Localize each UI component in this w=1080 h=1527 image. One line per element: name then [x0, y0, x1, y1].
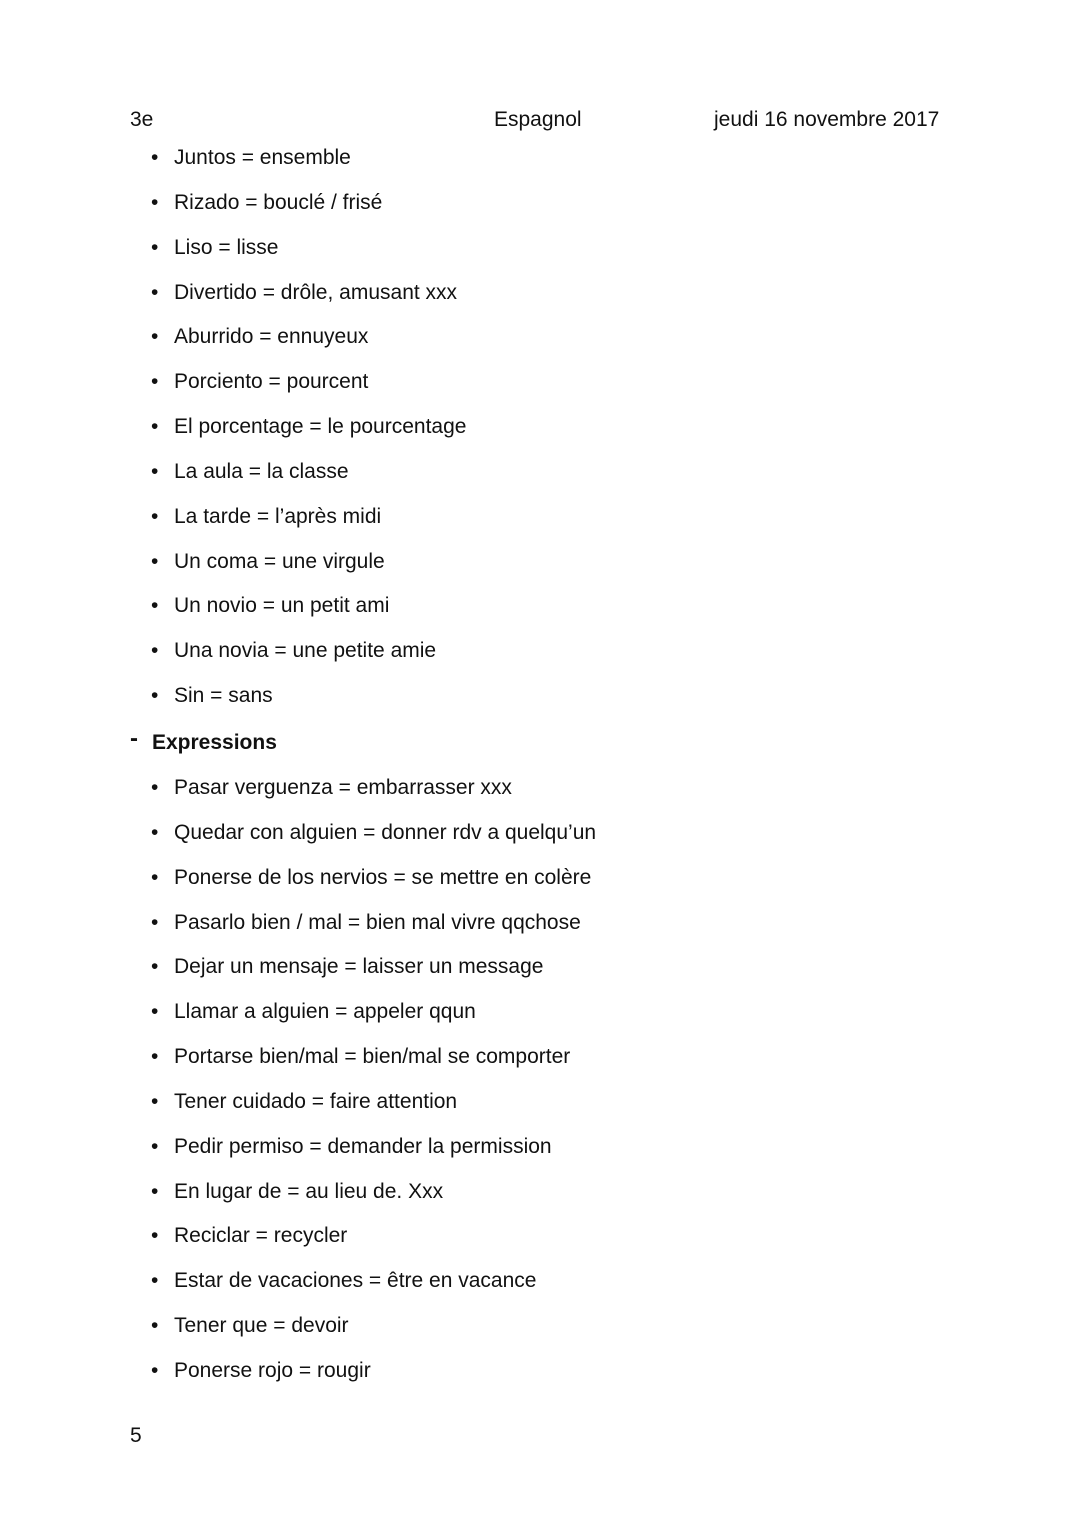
list-item-text: La aula = la classe — [174, 459, 349, 483]
bullet-icon: • — [151, 1000, 159, 1024]
list-item-text: Llamar a alguien = appeler qqun — [174, 1000, 476, 1024]
list-item-text: Pasarlo bien / mal = bien mal vivre qqchose — [174, 910, 581, 934]
list-item — [0, 953, 1080, 998]
bullet-icon: • — [151, 1314, 159, 1338]
list-item-text: Un novio = un petit ami — [174, 594, 390, 618]
list-item — [0, 637, 1080, 682]
header-grade: 3e — [130, 108, 154, 131]
bullet-icon: • — [151, 1179, 159, 1203]
bullet-icon: • — [151, 776, 159, 799]
list-item — [0, 279, 1080, 324]
list-item-text: Pasar verguenza = embarrasser xxx — [174, 776, 512, 799]
bullet-icon: • — [151, 910, 159, 934]
bullet-icon: • — [151, 325, 159, 349]
list-item — [0, 144, 1080, 189]
list-item — [0, 234, 1080, 279]
list-item — [0, 592, 1080, 637]
bullet-icon: • — [151, 820, 159, 844]
bullet-icon: • — [151, 415, 159, 439]
list-item-text: Divertido = drôle, amusant xxx — [174, 280, 458, 304]
list-item — [0, 458, 1080, 503]
bullet-icon: • — [151, 684, 159, 708]
list-item-text: Tener que = devoir — [174, 1314, 349, 1338]
list-item — [0, 1178, 1080, 1223]
list-item — [0, 1088, 1080, 1133]
page-header — [0, 108, 1080, 136]
list-item — [0, 1267, 1080, 1312]
list-item-text: Un coma = une virgule — [174, 549, 385, 573]
list-item — [0, 368, 1080, 413]
list-item-text: Ponerse de los nervios = se mettre en colère — [174, 865, 592, 889]
list-item-text: Pedir permiso = demander la permission — [174, 1134, 552, 1158]
list-item — [0, 819, 1080, 864]
list-item-text: Porciento = pourcent — [174, 370, 369, 394]
bullet-icon: • — [151, 235, 159, 259]
section-heading-expressions — [0, 725, 1080, 757]
list-item-text: Estar de vacaciones = être en vacance — [174, 1269, 537, 1293]
list-item-text: Reciclar = recycler — [174, 1224, 348, 1248]
bullet-icon: • — [151, 639, 159, 663]
list-item-text: En lugar de = au lieu de. Xxx — [174, 1179, 444, 1203]
list-item-text: Tener cuidado = faire attention — [174, 1089, 458, 1113]
bullet-icon: • — [151, 1358, 159, 1382]
list-item — [0, 323, 1080, 368]
list-item — [0, 864, 1080, 909]
vocabulary-list — [0, 144, 1080, 727]
section-title: Expressions — [152, 731, 277, 754]
list-item — [0, 1043, 1080, 1088]
list-item — [0, 413, 1080, 458]
bullet-icon: • — [151, 370, 159, 394]
list-item — [0, 503, 1080, 548]
list-item — [0, 774, 1080, 819]
list-item — [0, 1357, 1080, 1402]
list-item-text: Ponerse rojo = rougir — [174, 1358, 371, 1382]
list-item — [0, 1312, 1080, 1357]
bullet-icon: • — [151, 504, 159, 528]
section-dash: - — [130, 725, 138, 752]
bullet-icon: • — [151, 1224, 159, 1248]
expressions-list — [0, 774, 1080, 1402]
bullet-icon: • — [151, 1045, 159, 1069]
list-item — [0, 189, 1080, 234]
bullet-icon: • — [151, 190, 159, 214]
bullet-icon: • — [151, 1269, 159, 1293]
bullet-icon: • — [151, 459, 159, 483]
bullet-icon: • — [151, 280, 159, 304]
header-subject: Espagnol — [494, 108, 582, 131]
list-item-text: El porcentage = le pourcentage — [174, 415, 467, 439]
list-item-text: Quedar con alguien = donner rdv a quelqu’un — [174, 820, 597, 844]
bullet-icon: • — [151, 955, 159, 979]
list-item-text: Juntos = ensemble — [174, 146, 351, 169]
list-item — [0, 548, 1080, 593]
list-item-text: Liso = lisse — [174, 235, 279, 259]
list-item — [0, 998, 1080, 1043]
bullet-icon: • — [151, 594, 159, 618]
list-item-text: Dejar un mensaje = laisser un message — [174, 955, 544, 979]
list-item — [0, 682, 1080, 727]
bullet-icon: • — [151, 549, 159, 573]
bullet-icon: • — [151, 865, 159, 889]
list-item-text: Una novia = une petite amie — [174, 639, 437, 663]
list-item — [0, 909, 1080, 954]
list-item — [0, 1133, 1080, 1178]
page-number: 5 — [130, 1424, 142, 1447]
list-item-text: La tarde = l’après midi — [174, 504, 382, 528]
bullet-icon: • — [151, 146, 159, 169]
list-item-text: Rizado = bouclé / frisé — [174, 190, 383, 214]
list-item-text: Aburrido = ennuyeux — [174, 325, 369, 349]
header-date: jeudi 16 novembre 2017 — [714, 108, 940, 131]
list-item-text: Portarse bien/mal = bien/mal se comporter — [174, 1045, 571, 1069]
list-item-text: Sin = sans — [174, 684, 273, 708]
list-item — [0, 1222, 1080, 1267]
bullet-icon: • — [151, 1134, 159, 1158]
bullet-icon: • — [151, 1089, 159, 1113]
